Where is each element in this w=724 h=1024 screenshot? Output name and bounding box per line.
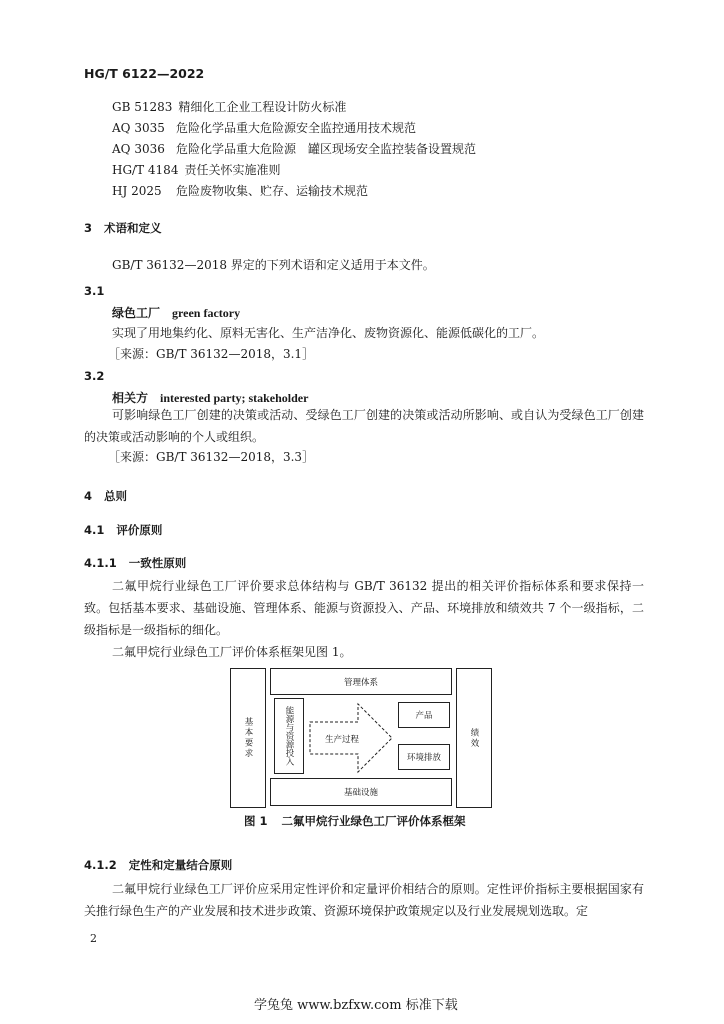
subsection-title: 评价原则 — [116, 523, 163, 537]
reference-title: 精细化工企业工程设计防火标准 — [178, 100, 347, 114]
reference-title: 责任关怀实施准则 — [184, 163, 281, 177]
term-zh: 相关方 — [112, 391, 149, 405]
environmental-emission-box — [398, 744, 450, 770]
term-number: 3.2 — [84, 369, 105, 383]
standard-number-header: HG/T 6122—2022 — [84, 66, 205, 81]
energy-resource-input-label: 能源与资源投入 — [284, 706, 294, 766]
term-source: ［来源：GB/T 36132—2018，3.3］ — [108, 450, 315, 464]
reference-code: HJ 2025 — [112, 184, 162, 198]
clause-heading — [84, 555, 186, 571]
clause-number: 4.1.1 — [84, 556, 117, 570]
energy-resource-input-box — [274, 698, 304, 774]
footer-watermark: 学兔兔 www.bzfxw.com 标准下载 — [254, 998, 458, 1013]
reference-item — [112, 182, 368, 199]
environmental-emission-label: 环境排放 — [406, 753, 441, 763]
performance-box — [456, 668, 492, 808]
subsection-number: 4.1 — [84, 523, 105, 537]
term-definition: 实现了用地集约化、原料无害化、生产洁净化、废物资源化、能源低碳化的工厂。 — [112, 326, 545, 340]
reference-code: GB 51283 — [112, 100, 173, 114]
section-title: 术语和定义 — [104, 221, 162, 235]
section-intro: GB/T 36132—2018 界定的下列术语和定义适用于本文件。 — [112, 258, 435, 272]
management-system-label: 管理体系 — [343, 677, 378, 688]
section-number: 4 — [84, 489, 93, 503]
reference-item — [112, 119, 416, 136]
infrastructure-box — [270, 778, 452, 806]
reference-code: AQ 3035 — [112, 121, 165, 135]
reference-code: HG/T 4184 — [112, 163, 179, 177]
reference-title: 危险化学品重大危险源安全监控通用技术规范 — [176, 121, 417, 135]
clause-title: 一致性原则 — [128, 556, 187, 570]
reference-item — [112, 161, 280, 178]
reference-item — [112, 140, 476, 157]
product-box — [398, 702, 450, 728]
term-number: 3.1 — [84, 284, 105, 298]
clause-paragraph: 二氟甲烷行业绿色工厂评价体系框架见图 1。 — [112, 645, 352, 659]
production-process-arrow — [308, 702, 394, 774]
section-number: 3 — [84, 221, 93, 235]
reference-code: AQ 3036 — [112, 142, 165, 156]
framework-figure — [230, 668, 492, 808]
reference-item — [112, 98, 346, 115]
page-number: 2 — [90, 932, 97, 945]
term-source: ［来源：GB/T 36132—2018，3.1］ — [108, 347, 315, 361]
clause-number: 4.1.2 — [84, 858, 117, 872]
section-heading — [84, 488, 127, 504]
term-en: green factory — [172, 306, 241, 320]
management-system-box — [270, 668, 452, 695]
figure-caption — [244, 813, 466, 829]
subsection-heading — [84, 522, 162, 538]
performance-label: 绩效 — [469, 727, 479, 749]
clause-title: 定性和定量结合原则 — [128, 858, 233, 872]
reference-title: 危险废物收集、贮存、运输技术规范 — [176, 184, 369, 198]
infrastructure-label: 基础设施 — [343, 788, 378, 798]
production-process-label: 生产过程 — [324, 735, 360, 745]
reference-title: 危险化学品重大危险源 罐区现场安全监控装备设置规范 — [176, 142, 477, 156]
section-title: 总则 — [104, 489, 128, 503]
basic-requirements-label: 基本要求 — [243, 717, 253, 759]
basic-requirements-box — [230, 668, 266, 808]
term-zh: 绿色工厂 — [112, 306, 161, 320]
clause-paragraph: 二氟甲烷行业绿色工厂评价要求总体结构与 GB/T 36132 提出的相关评价指标体系和要求保持一致。包括基本要求、基础设施、管理体系、能源与资源投入、产品、环境排放和绩效共 7 个一级指标，二级指标是一级指标的细化。 — [84, 579, 644, 637]
clause-paragraph: 二氟甲烷行业绿色工厂评价应采用定性评价和定量评价相结合的原则。定性评价指标主要根据国家有关推行绿色生产的产业发展和技术进步政策、资源环境保护政策规定以及行业发展规划选取。定 — [84, 882, 644, 918]
term-definition: 可影响绿色工厂创建的决策或活动、受绿色工厂创建的决策或活动所影响、或自认为受绿色工厂创建的决策或活动影响的个人或组织。 — [84, 408, 644, 444]
figure-title: 二氟甲烷行业绿色工厂评价体系框架 — [281, 814, 466, 828]
figure-number: 图 1 — [244, 814, 268, 828]
clause-heading — [84, 857, 232, 873]
term-heading — [112, 304, 240, 321]
product-label: 产品 — [415, 711, 433, 721]
section-heading — [84, 220, 162, 236]
term-en: interested party; stakeholder — [160, 391, 309, 405]
